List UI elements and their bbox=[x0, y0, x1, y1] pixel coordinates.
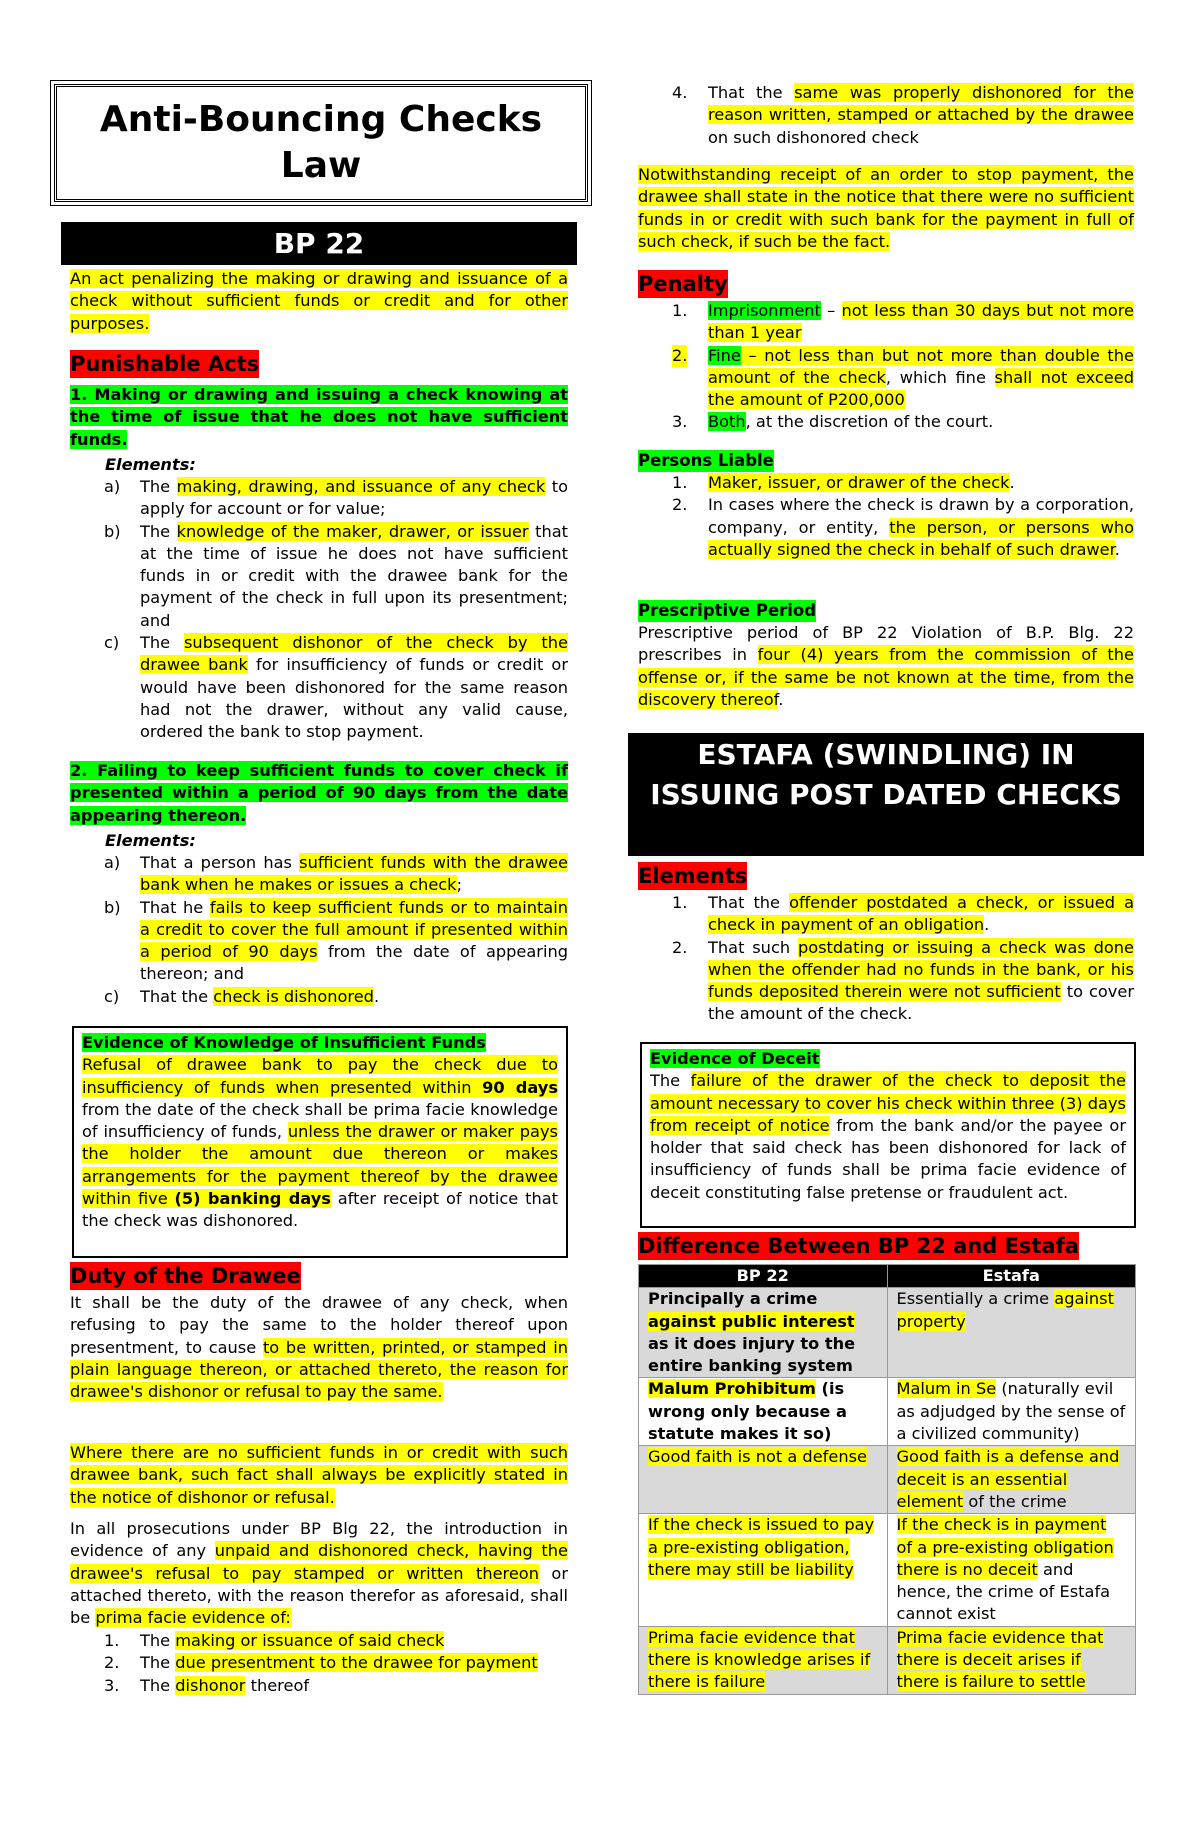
list-item: 1. Maker, issuer, or drawer of the check. bbox=[672, 473, 1015, 492]
act2-elements-label: Elements: bbox=[105, 831, 196, 850]
list-item: b) The knowledge of the maker, drawer, or issuer that at the time of issue he does not have sufficient funds in or credit with the drawee bank for the payment of the check in full upon its presentment; and bbox=[104, 521, 568, 630]
table-row bbox=[639, 1626, 1136, 1694]
punishable-act-1: 1. Making or drawing and issuing a check knowing at the time of issue that he does not have sufficient funds. bbox=[70, 385, 568, 449]
list-item: 3. The dishonor thereof bbox=[104, 1675, 310, 1695]
bp22-intro: An act penalizing the making or drawing and issuance of a check without sufficient funds or credit and for other purposes. bbox=[70, 269, 568, 333]
evidence-of-knowledge-box bbox=[72, 1026, 568, 1258]
list-item: 1. Imprisonment – not less than 30 days but not more than 1 year bbox=[672, 301, 1134, 343]
list-item: a) The making, drawing, and issuance of any check to apply for account or for value; bbox=[104, 477, 568, 519]
table-cell: Essentially a crime against property bbox=[887, 1288, 1136, 1378]
duty-paragraph-2: Where there are no sufficient funds in or credit with such drawee bank, such fact shall always be explicitly stated in the notice of dishonor or refusal. bbox=[70, 1443, 568, 1507]
table-cell: Prima facie evidence that there is knowledge arises if there is failure bbox=[639, 1626, 888, 1694]
prima-facie-list bbox=[70, 1630, 568, 1697]
persons-liable-heading: Persons Liable bbox=[638, 451, 774, 470]
duty-paragraph-3: In all prosecutions under BP Blg 22, the introduction in evidence of any unpaid and dishonored check, having the drawee's refusal to pay stamped or written thereon or attached thereto, with the reason therefor as aforesaid, shall be prima facie evidence of: bbox=[70, 1519, 569, 1628]
difference-heading: Difference Between BP 22 and Estafa bbox=[638, 1234, 1079, 1258]
list-item: 1. The making or issuance of said check bbox=[104, 1631, 445, 1650]
list-item: 3. Both, at the discretion of the court. bbox=[672, 412, 994, 432]
notwithstanding-paragraph: Notwithstanding receipt of an order to stop payment, the drawee shall state in the notice that there were no sufficient funds in or credit with such bank for the payment in full of such check, if such be the fact. bbox=[638, 165, 1134, 251]
list-item: 2. That such postdating or issuing a check was done when the offender had no funds in the bank, or his funds deposited therein were not sufficient to cover the amount of the check. bbox=[672, 937, 1134, 1024]
page-title: Anti-Bouncing Checks Law bbox=[54, 84, 588, 202]
table-cell: Malum Prohibitum (is wrong only because a statute makes it so) bbox=[639, 1378, 888, 1446]
estafa-elements-heading: Elements bbox=[638, 864, 748, 888]
penalty-heading: Penalty bbox=[638, 272, 728, 296]
table-cell: If the check is issued to pay a pre-existing obligation, there may still be liability bbox=[639, 1514, 888, 1626]
prescriptive-period-heading: Prescriptive Period bbox=[638, 601, 817, 620]
list-item: 2. Fine – not less than but not more than double the amount of the check, which fine shall not exceed the amount of P200,000 bbox=[672, 345, 1134, 410]
duty-heading: Duty of the Drawee bbox=[70, 1264, 301, 1288]
deceit-box-text: The failure of the drawer of the check to deposit the amount necessary to cover his check within three (3) days from receipt of notice from the bank and/or the payee or holder that said check has been dishonored for lack of insufficiency of funds shall be prima facie evidence of deceit constituting false pretense or fraudulent act. bbox=[650, 1071, 1126, 1202]
list-item: 1. That the offender postdated a check, or issued a check in payment of an obligation. bbox=[672, 893, 1134, 935]
table-cell: Prima facie evidence that there is deceit arises if there is failure to settle bbox=[887, 1626, 1136, 1694]
penalty-list bbox=[638, 300, 1134, 434]
table-row bbox=[639, 1378, 1136, 1446]
list-item: a) That a person has sufficient funds with the drawee bank when he makes or issues a check; bbox=[104, 853, 568, 895]
act2-elements-list bbox=[70, 852, 568, 1008]
estafa-heading: ESTAFA (SWINDLING) IN ISSUING POST DATED CHECKS bbox=[628, 733, 1144, 856]
list-item: 2. The due presentment to the drawee for payment bbox=[104, 1653, 538, 1673]
evidence-box-text: Refusal of drawee bank to pay the check due to insufficiency of funds when presented within 90 days from the date of the check shall be prima facie knowledge of insufficiency of funds, unless the drawer or maker pays the holder the amount due thereon or makes arrangements for the payment thereof by the drawee within five (5) banking days after receipt of notice that the check was dishonored. bbox=[82, 1055, 558, 1231]
list-item: b) That he fails to keep sufficient funds or to maintain a credit to cover the full amount if presented within a period of 90 days from the date of appearing thereon; and bbox=[104, 897, 568, 984]
column-header-bp22: BP 22 bbox=[639, 1265, 888, 1288]
list-item: c) That the check is dishonored. bbox=[104, 986, 380, 1006]
act1-elements-label: Elements: bbox=[105, 455, 196, 474]
table-row bbox=[639, 1446, 1136, 1514]
table-row bbox=[639, 1288, 1136, 1378]
persons-liable-list bbox=[638, 472, 1134, 561]
estafa-elements-list bbox=[638, 892, 1134, 1026]
duty-paragraph-1: It shall be the duty of the drawee of any check, when refusing to pay the same to the holder thereof upon presentment, to cause to be written, printed, or stamped in plain language thereon, or attached thereto, the reason for drawee's dishonor or refusal to pay the same. bbox=[70, 1293, 568, 1402]
difference-table bbox=[638, 1264, 1136, 1695]
table-cell: If the check is in payment of a pre-existing obligation there is no deceit and hence, the crime of Estafa cannot exist bbox=[887, 1514, 1136, 1626]
list-item: 2. In cases where the check is drawn by a corporation, company, or entity, the person, or persons who actually signed the check in behalf of such drawer. bbox=[672, 495, 1134, 559]
prima-facie-list-continued bbox=[638, 82, 1134, 149]
prescriptive-period-text: Prescriptive period of BP 22 Violation of B.P. Blg. 22 prescribes in four (4) years from the commission of the offense or, if the same be not known at the time, from the discovery thereof. bbox=[638, 623, 1134, 709]
list-item: c) The subsequent dishonor of the check by the drawee bank for insufficiency of funds or credit or would have been dishonored for the same reason had not the drawer, without any valid cause, ordered the bank to stop payment. bbox=[104, 633, 568, 742]
deceit-box-heading: Evidence of Deceit bbox=[650, 1049, 820, 1068]
evidence-of-deceit-box bbox=[640, 1042, 1136, 1228]
table-row bbox=[639, 1514, 1136, 1626]
table-cell: Malum in Se (naturally evil as adjudged by the sense of a civilized community) bbox=[887, 1378, 1136, 1446]
column-header-estafa: Estafa bbox=[887, 1265, 1136, 1288]
table-cell: Principally a crime against public interest as it does injury to the entire banking system bbox=[639, 1288, 888, 1378]
table-cell: Good faith is a defense and deceit is an essential element of the crime bbox=[887, 1446, 1136, 1514]
bp22-heading: BP 22 bbox=[61, 222, 577, 265]
table-header-row bbox=[639, 1265, 1136, 1288]
punishable-acts-heading: Punishable Acts bbox=[70, 352, 260, 376]
evidence-box-heading: Evidence of Knowledge of Insufficient Funds bbox=[82, 1033, 486, 1052]
list-item: 4. That the same was properly dishonored for the reason written, stamped or attached by the drawee on such dishonored check bbox=[672, 83, 1134, 147]
punishable-act-2: 2. Failing to keep sufficient funds to cover check if presented within a period of 90 days from the date appearing thereon. bbox=[70, 761, 568, 825]
act1-elements-list bbox=[70, 476, 568, 744]
table-cell: Good faith is not a defense bbox=[639, 1446, 888, 1514]
